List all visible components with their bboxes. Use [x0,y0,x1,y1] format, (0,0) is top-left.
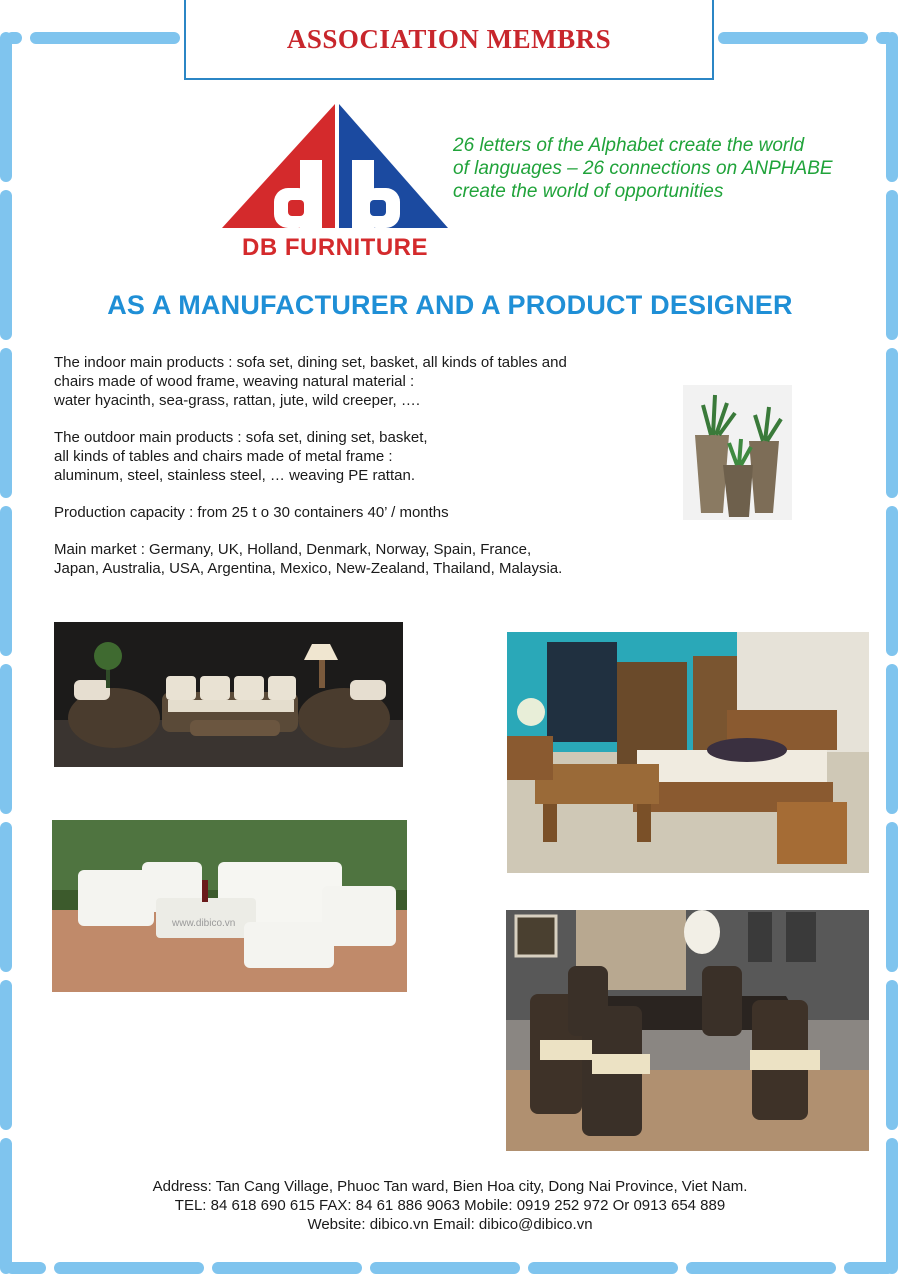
product-description [54,353,664,596]
header-title-box [184,0,714,80]
footer-contact-numbers: TEL: 84 618 690 615 FAX: 84 61 886 9063 Mobile: 0919 252 972 Or 0913 654 889 [174,1197,726,1214]
tagline [453,134,893,203]
planters-photo [683,385,792,520]
indoor-products-paragraph: The indoor main products : sofa set, dining set, basket, all kinds of tables and chairs made of wood frame, weaving natural material : water hyacinth, sea-grass, rattan, jute, wild creeper, …. [54,354,567,409]
header-title: ASSOCIATION MEMBRS [286,23,612,54]
footer-address: Address: Tan Cang Village, Phuoc Tan ward, Bien Hoa city, Dong Nai Province, Viet Nam. [152,1178,748,1195]
production-capacity-paragraph: Production capacity : from 25 t o 30 containers 40’ / months [54,504,449,521]
living-room-photo [54,622,403,767]
db-furniture-logo [218,100,452,266]
main-market-paragraph: Main market : Germany, UK, Holland, Denmark, Norway, Spain, France, Japan, Australia, USA, Argentina, Mexico, New-Zealand, Thailand, Malaysia. [54,541,563,577]
logo-brand-text: DB FURNITURE [242,234,428,261]
main-headline: AS A MANUFACTURER AND A PRODUCT DESIGNER [107,290,793,320]
tagline-line: 26 letters of the Alphabet create the world [453,135,805,156]
tagline-line: of languages – 26 connections on ANPHABE [453,158,833,179]
outdoor-products-paragraph: The outdoor main products : sofa set, dining set, basket, all kinds of tables and chairs made of metal frame : aluminum, steel, stainless steel, … weaving PE rattan. [54,429,428,484]
contact-footer [0,1177,900,1234]
outdoor-photo [52,820,407,992]
tagline-line: create the world of opportunities [453,181,724,202]
bedroom-photo [507,632,869,873]
dining-photo [506,910,869,1151]
outdoor-watermark: www.dibico.vn [172,918,236,929]
footer-web-email: Website: dibico.vn Email: dibico@dibico.vn [307,1216,593,1233]
